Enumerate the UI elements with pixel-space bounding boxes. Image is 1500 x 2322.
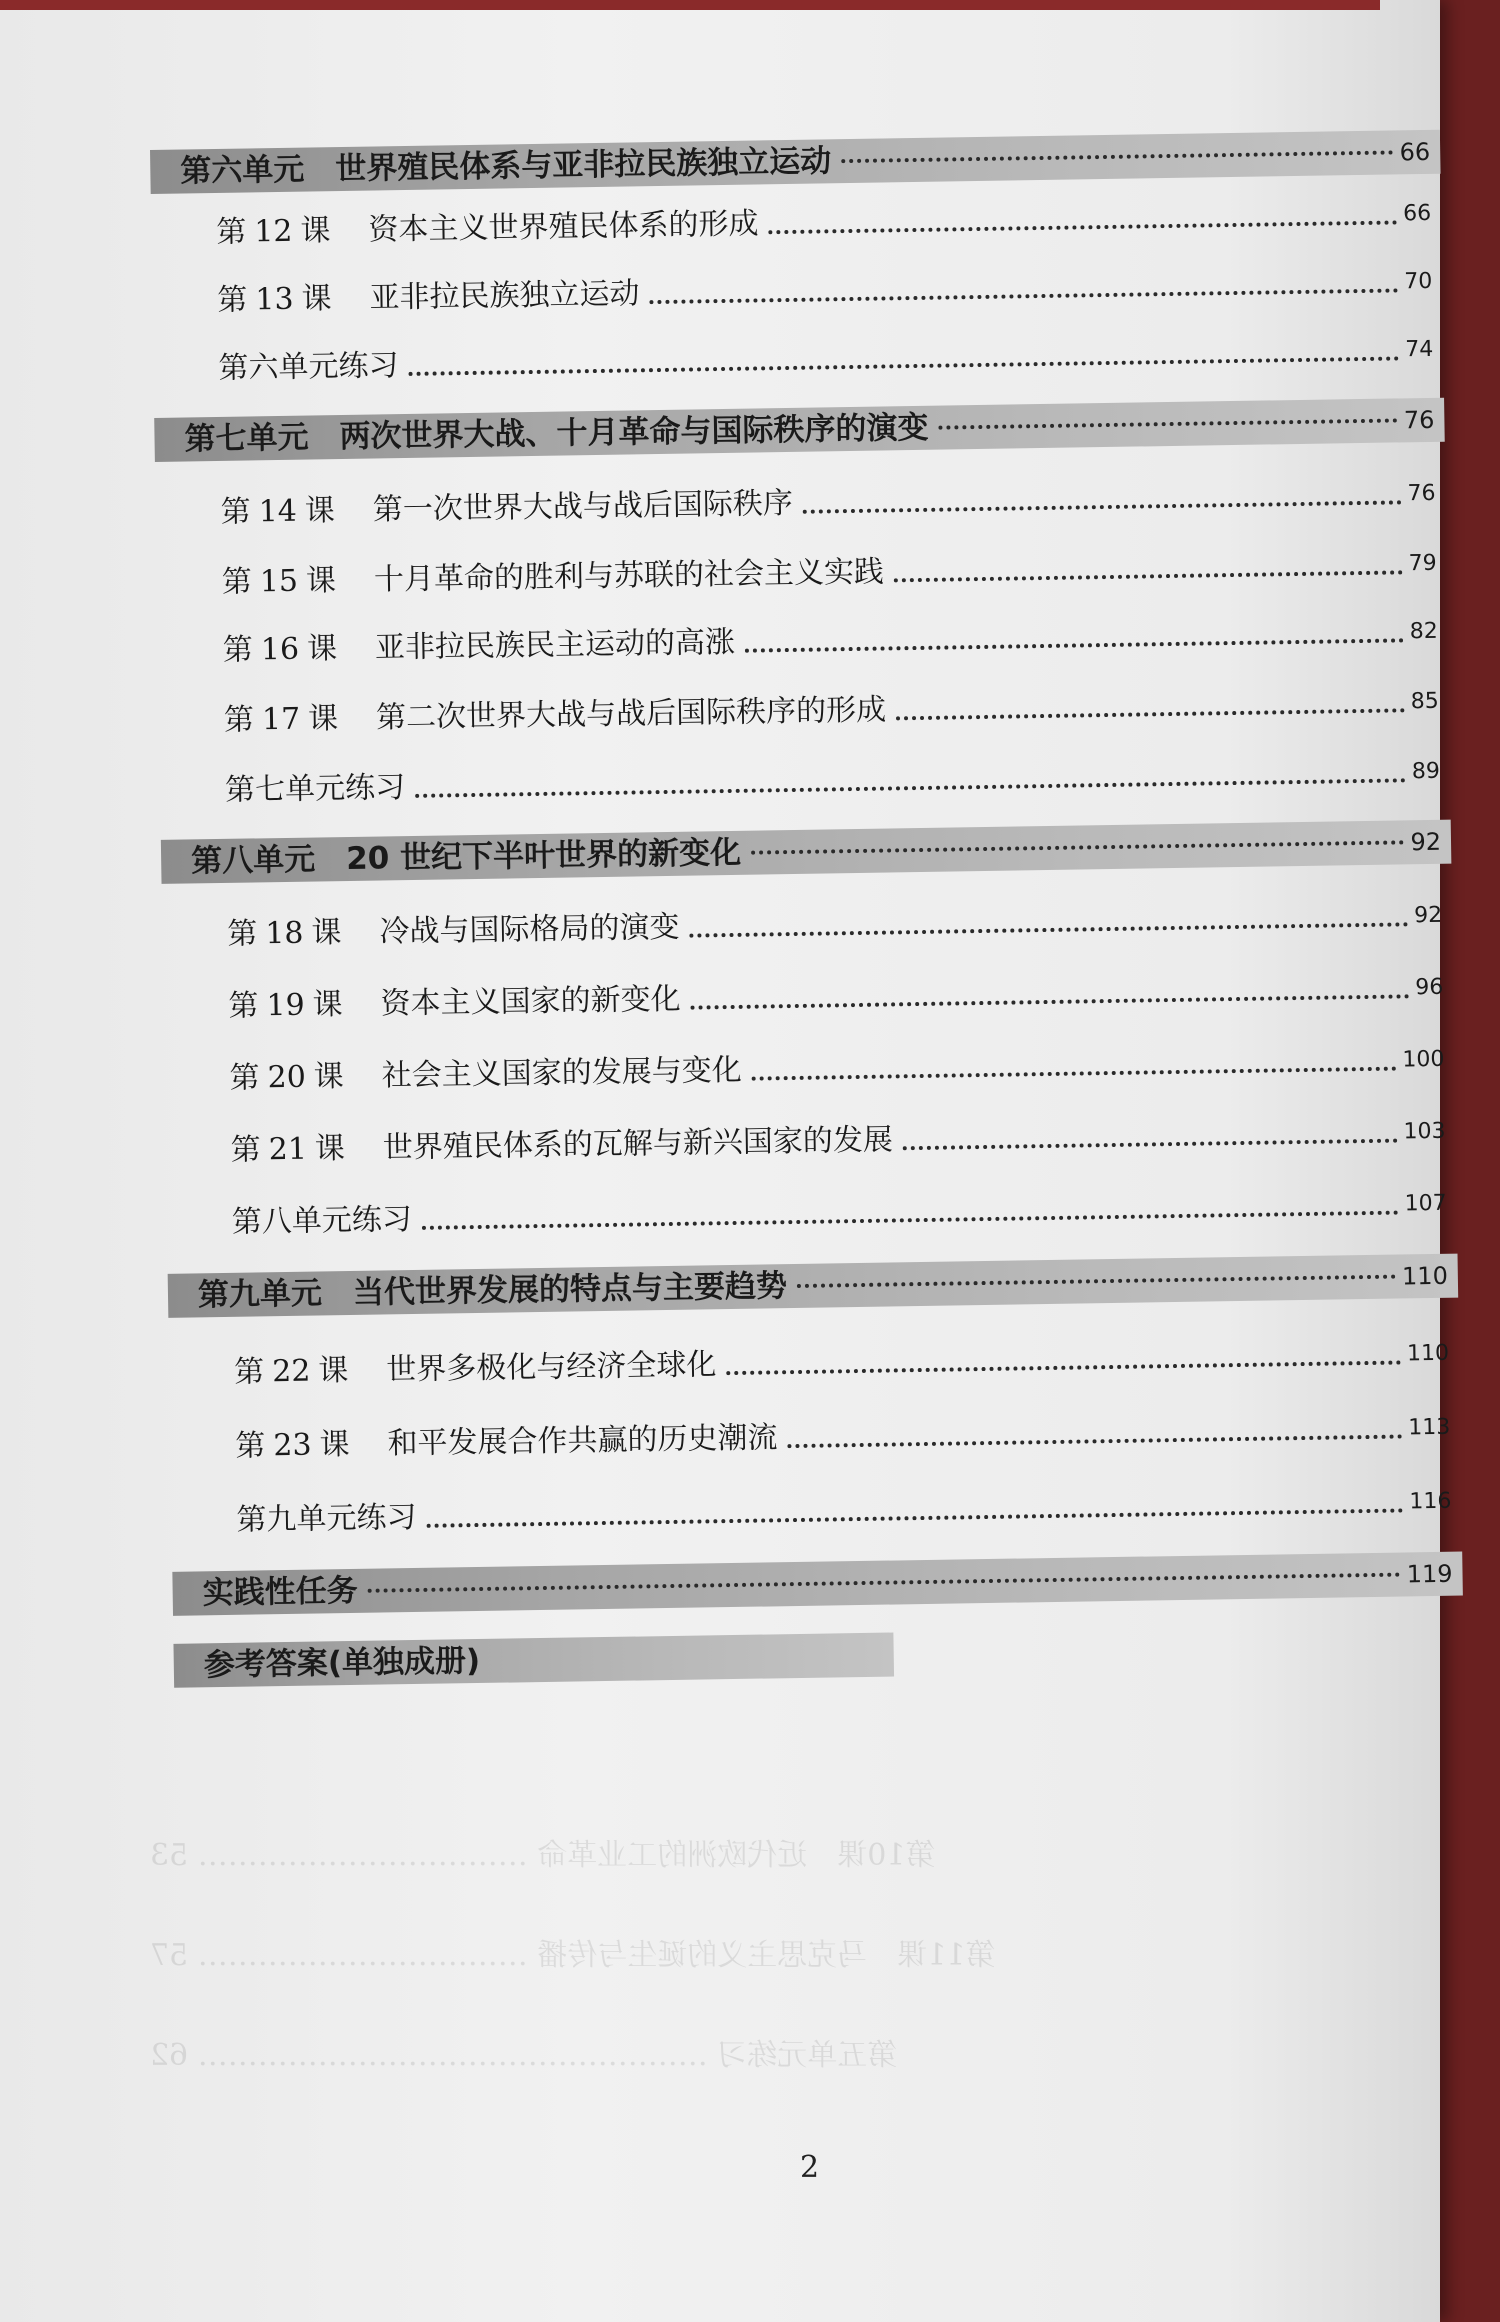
dot-leader xyxy=(938,418,1397,429)
toc-entry-title xyxy=(151,202,759,256)
lesson-suffix: 课 xyxy=(311,915,342,951)
toc-lesson-entry xyxy=(170,1402,1461,1470)
lesson-title: 第二次世界大战与战后国际秩序的形成 xyxy=(375,692,887,736)
dot-leader xyxy=(415,778,1406,798)
toc-page-number: 110 xyxy=(1406,1340,1450,1367)
lesson-suffix: 课 xyxy=(306,631,338,667)
lesson-prefix: 第 xyxy=(221,564,253,600)
toc-lesson-entry xyxy=(162,890,1453,958)
toc-unit-heading xyxy=(150,130,1441,194)
toc-entry-title xyxy=(158,621,736,674)
toc-lesson-entry xyxy=(163,962,1454,1030)
lesson-suffix: 课 xyxy=(300,213,331,249)
lesson-number: 17 xyxy=(261,701,301,738)
bleed-through-text: 第11课 马克思主义的诞生与传播 …………………………… 57 xyxy=(150,1938,996,1973)
dot-leader xyxy=(427,1508,1404,1527)
toc-entry-title xyxy=(169,1343,717,1396)
lesson-number: 14 xyxy=(258,493,298,530)
toc-entry-title xyxy=(162,906,680,958)
lesson-prefix: 第 xyxy=(222,632,254,668)
lesson-number: 13 xyxy=(255,281,294,318)
lesson-prefix: 第 xyxy=(223,702,255,738)
lesson-title: 亚非拉民族独立运动 xyxy=(369,276,640,316)
lesson-suffix: 课 xyxy=(318,1353,349,1389)
lesson-title: 世界殖民体系的瓦解与新兴国家的发展 xyxy=(382,1122,894,1166)
bleed-through-text: 第五单元练习 …………………………………………… 62 xyxy=(150,2038,898,2073)
toc-page-number: 100 xyxy=(1402,1046,1445,1073)
toc-page-number: 76 xyxy=(1403,405,1435,435)
toc-lesson-entry xyxy=(157,606,1448,674)
toc-entry-title: 第九单元 当代世界发展的特点与主要趋势 xyxy=(197,1268,788,1314)
toc-page-number: 89 xyxy=(1411,758,1441,785)
lesson-title: 冷战与国际格局的演变 xyxy=(379,909,680,950)
lesson-suffix: 课 xyxy=(314,1131,346,1167)
dot-leader xyxy=(650,288,1399,304)
lesson-suffix: 课 xyxy=(304,493,336,529)
dot-leader xyxy=(896,708,1405,720)
toc-lesson-entry xyxy=(152,256,1443,324)
toc-page-number: 113 xyxy=(1408,1414,1451,1441)
toc-entry-title: 第八单元练习 xyxy=(231,1202,413,1240)
bleed-through-text: 第10课 近代欧洲的工业革命 …………………………… 53 xyxy=(150,1838,936,1873)
toc-lesson-entry xyxy=(151,188,1442,256)
lesson-prefix: 第 xyxy=(230,1132,261,1168)
toc-unit-heading xyxy=(172,1552,1463,1616)
dot-leader xyxy=(903,1139,1398,1151)
toc-lesson-entry xyxy=(156,538,1447,606)
lesson-suffix: 课 xyxy=(301,281,332,317)
dot-leader xyxy=(368,1573,1401,1593)
toc-entry-title xyxy=(165,1118,893,1173)
toc-exercise-entry xyxy=(160,746,1451,814)
lesson-title: 十月革命的胜利与苏联的社会主义实践 xyxy=(373,554,885,598)
dot-leader xyxy=(409,356,1400,376)
toc-lesson-entry xyxy=(164,1034,1455,1102)
toc-page-number: 85 xyxy=(1410,688,1440,715)
toc-page-number: 107 xyxy=(1404,1190,1447,1217)
toc-page-number: 116 xyxy=(1409,1488,1452,1515)
toc-entry-title xyxy=(155,482,793,536)
toc-entry-title: 第八单元 20 世纪下半叶世界的新变化 xyxy=(190,834,742,880)
dot-leader xyxy=(769,220,1398,234)
lesson-prefix: 第 xyxy=(228,988,259,1024)
lesson-title: 第一次世界大战与战后国际秩序 xyxy=(372,485,794,528)
lesson-number: 12 xyxy=(254,213,293,250)
lesson-number: 16 xyxy=(260,631,300,668)
toc-entry-title xyxy=(156,551,884,606)
toc-entry-title xyxy=(170,1416,778,1470)
lesson-title: 世界多极化与经济全球化 xyxy=(386,1347,717,1388)
toc-page-number: 70 xyxy=(1404,268,1433,295)
toc-lesson-entry xyxy=(159,676,1450,744)
toc-entry-title: 第六单元 世界殖民体系与亚非拉民族独立运动 xyxy=(180,143,832,190)
toc-page-number: 92 xyxy=(1413,902,1443,929)
toc-entry-title: 第七单元练习 xyxy=(224,770,406,808)
lesson-suffix: 课 xyxy=(307,701,339,737)
toc-entry-title: 第六单元练习 xyxy=(218,348,399,386)
lesson-number: 23 xyxy=(273,1427,312,1464)
lesson-title: 资本主义世界殖民体系的形成 xyxy=(368,206,759,248)
lesson-number: 19 xyxy=(266,987,305,1024)
dot-leader xyxy=(691,994,1410,1009)
toc-exercise-entry xyxy=(171,1476,1462,1544)
lesson-prefix: 第 xyxy=(233,1354,265,1390)
dot-leader xyxy=(752,1067,1397,1081)
dot-leader xyxy=(894,570,1403,582)
toc-lesson-entry xyxy=(165,1106,1456,1174)
dot-leader xyxy=(797,1275,1396,1288)
dot-leader xyxy=(751,840,1404,854)
toc-exercise-entry xyxy=(153,324,1444,392)
lesson-number: 21 xyxy=(268,1131,308,1168)
lesson-prefix: 第 xyxy=(229,1060,260,1096)
dot-leader xyxy=(803,500,1402,513)
dot-leader xyxy=(841,150,1393,163)
lesson-prefix: 第 xyxy=(235,1428,266,1464)
toc-entry-title xyxy=(163,978,681,1030)
lesson-number: 18 xyxy=(265,915,304,952)
toc-page-number: 82 xyxy=(1409,618,1438,645)
toc-lesson-entry xyxy=(155,468,1446,536)
lesson-prefix: 第 xyxy=(216,214,247,250)
lesson-title: 资本主义国家的新变化 xyxy=(380,981,681,1022)
page-number: 2 xyxy=(800,2150,820,2185)
toc-page-number: 66 xyxy=(1402,200,1432,227)
toc-page-number: 79 xyxy=(1408,550,1437,577)
dot-leader xyxy=(690,922,1409,937)
lesson-title: 社会主义国家的发展与变化 xyxy=(381,1052,742,1094)
lesson-number: 15 xyxy=(259,563,299,600)
toc-page-number: 96 xyxy=(1415,974,1444,1001)
toc-unit-heading xyxy=(168,1254,1459,1318)
lesson-prefix: 第 xyxy=(227,916,258,952)
lesson-suffix: 课 xyxy=(312,987,343,1023)
toc-unit-heading xyxy=(154,398,1445,462)
toc-entry-title xyxy=(164,1049,742,1102)
toc-page-number: 103 xyxy=(1403,1118,1446,1145)
toc-page-number: 92 xyxy=(1410,827,1442,857)
toc-unit-heading xyxy=(173,1633,894,1688)
toc-lesson-entry xyxy=(169,1328,1460,1396)
toc-exercise-entry xyxy=(166,1178,1457,1246)
lesson-number: 20 xyxy=(267,1059,307,1096)
lesson-suffix: 课 xyxy=(313,1059,345,1095)
page-top-edge xyxy=(0,0,1380,10)
toc-entry-title xyxy=(159,689,887,744)
dot-leader xyxy=(726,1360,1401,1375)
toc-entry-title: 实践性任务 xyxy=(202,1572,358,1612)
toc-page-number: 76 xyxy=(1407,480,1436,507)
lesson-suffix: 课 xyxy=(305,563,337,599)
toc-page-number: 74 xyxy=(1405,336,1434,363)
dot-leader xyxy=(788,1434,1403,1448)
dot-leader xyxy=(422,1211,1399,1230)
toc-entry-title: 第九单元练习 xyxy=(236,1499,417,1538)
lesson-prefix: 第 xyxy=(217,282,248,318)
toc-entry-title: 第七单元 两次世界大战、十月革命与国际秩序的演变 xyxy=(184,409,929,458)
toc-page-number: 66 xyxy=(1399,137,1431,167)
table-of-contents xyxy=(150,130,1453,1684)
toc-page-number: 119 xyxy=(1406,1559,1453,1589)
toc-entry-title: 参考答案(单独成册) xyxy=(203,1643,481,1684)
toc-page-number: 110 xyxy=(1401,1261,1449,1291)
lesson-title: 亚非拉民族民主运动的高涨 xyxy=(374,624,736,666)
lesson-prefix: 第 xyxy=(220,494,251,530)
toc-entry-title xyxy=(152,272,640,324)
dot-leader xyxy=(745,638,1404,652)
toc-unit-heading xyxy=(161,820,1452,884)
lesson-title: 和平发展合作共赢的历史潮流 xyxy=(387,1420,778,1462)
lesson-suffix: 课 xyxy=(319,1427,350,1463)
lesson-number: 22 xyxy=(271,1353,311,1390)
